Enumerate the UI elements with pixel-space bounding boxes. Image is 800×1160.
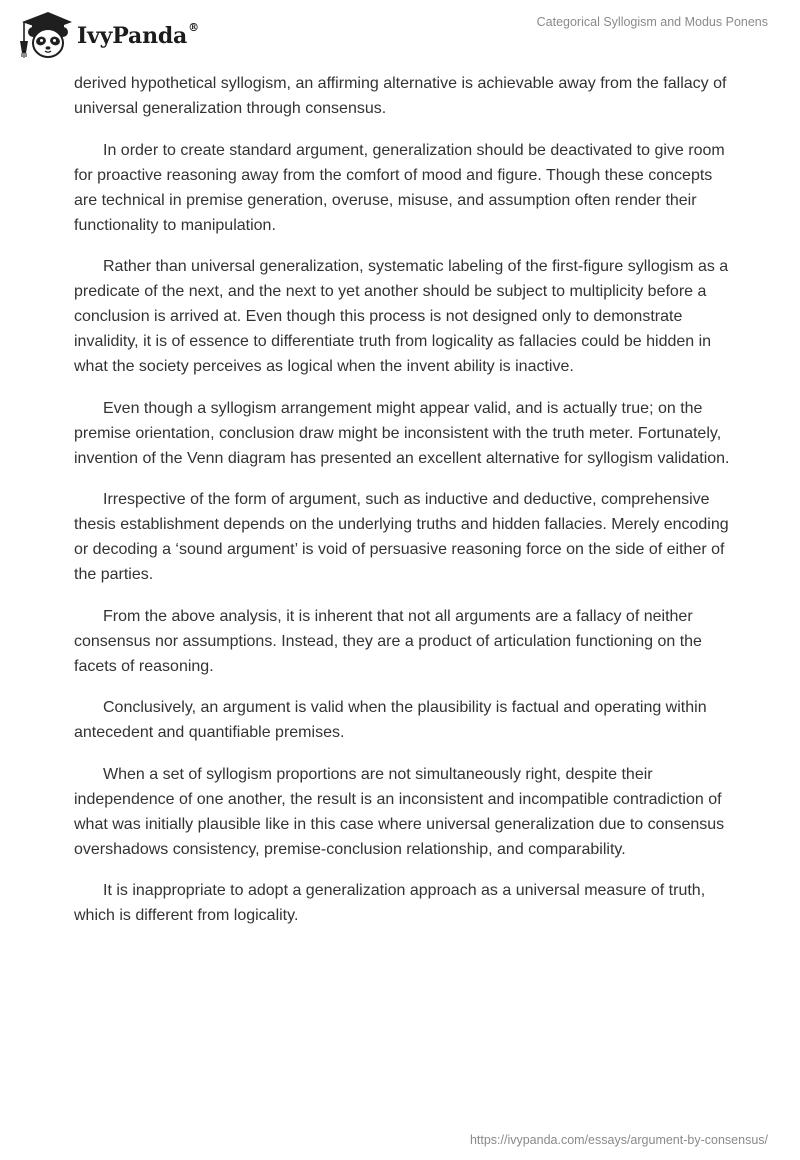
logo-text: IvyPanda® [77, 21, 199, 49]
paragraph: When a set of syllogism proportions are not simultaneously right, despite their independence of one another, the result is an inconsistent and incompatible contradiction of what was initially plausible like in this case where universal generalization due to consensus overshadows consistency, premise-conclusion relationship, and comparability. [74, 765, 725, 858]
paragraph: In order to create standard argument, generalization should be deactivated to give room for proactive reasoning away from the comfort of mood and figure. Though these concepts are technical in premise generation, overuse, misuse, and assumption often render their functionality to manipulation. [74, 141, 725, 234]
page-header [0, 0, 800, 70]
paragraph: Irrespective of the form of argument, such as inductive and deductive, comprehensive thesis establishment depends on the underlying truths and hidden fallacies. Merely encoding or decoding a ‘sound argument’ is void of persuasive reasoning force on the side of either of the parties. [74, 491, 729, 583]
paragraph: Rather than universal generalization, systematic labeling of the first-figure syllogism as a predicate of the next, and the next to yet another should be subject to multiplicity before a conclusion is arrived at. Even though this process is not designed only to demonstrate invalidity, it is of essence to differentiate truth from logicality as fallacies could be hidden in what the society perceives as logical when the invent ability is inactive. [74, 258, 729, 375]
panda-graduate-icon [14, 8, 74, 60]
paragraph: It is inappropriate to adopt a generalization approach as a universal measure of truth, which is different from logicality. [74, 882, 706, 924]
registered-mark: ® [188, 21, 199, 34]
running-title: Categorical Syllogism and Modus Ponens [536, 15, 768, 29]
paragraph: Even though a syllogism arrangement might appear valid, and is actually true; on the premise orientation, conclusion draw might be inconsistent with the truth meter. Fortunately, invention of the Venn diagram has presented an excellent alternative for syllogism validation. [74, 399, 730, 467]
paragraph: From the above analysis, it is inherent that not all arguments are a fallacy of neither consensus nor assumptions. Instead, they are a product of articulation functioning on the facets of reasoning. [74, 607, 702, 675]
paragraph: Conclusively, an argument is valid when the plausibility is factual and operating within antecedent and quantifiable premises. [74, 699, 707, 741]
ivypanda-logo[interactable] [14, 8, 199, 60]
paragraph: derived hypothetical syllogism, an affirming alternative is achievable away from the fallacy of universal generalization through consensus. [74, 75, 727, 117]
source-url[interactable]: https://ivypanda.com/essays/argument-by-consensus/ [469, 1133, 768, 1147]
essay-body [74, 71, 734, 945]
